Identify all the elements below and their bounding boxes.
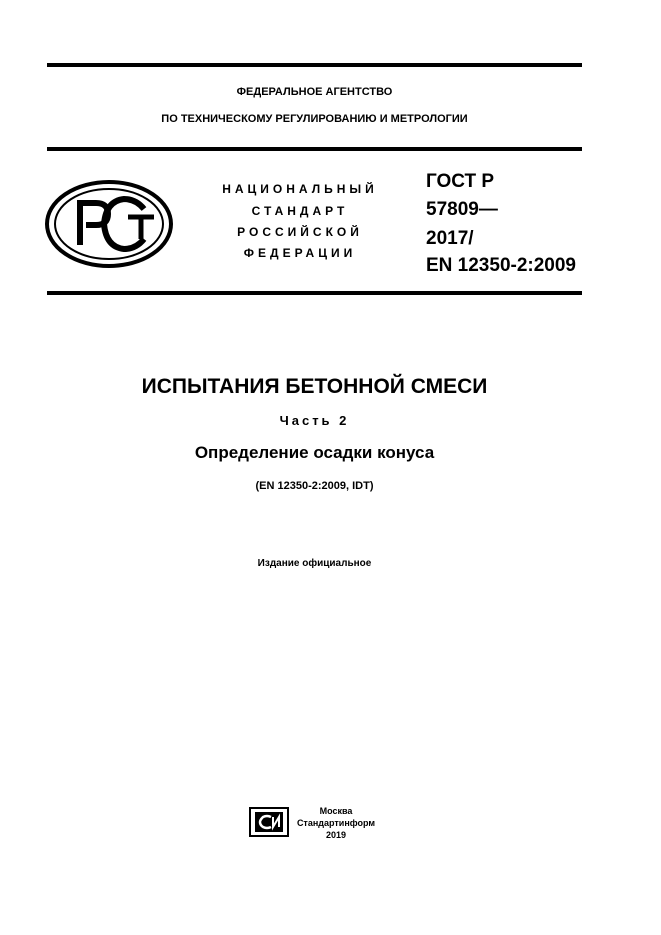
national-standard-line-1: НАЦИОНАЛЬНЫЙ [222,182,378,196]
document-title: ИСПЫТАНИЯ БЕТОННОЙ СМЕСИ [141,375,488,398]
publisher-city: Москва [319,806,353,816]
standartinform-logo-icon [249,807,289,837]
logo-block-rule [47,291,582,295]
publisher-year: 2019 [325,830,347,840]
national-standard-line-3: РОССИЙСКОЙ [237,225,363,239]
edition-label: Издание официальное [257,558,372,569]
agency-line-2: ПО ТЕХНИЧЕСКОМУ РЕГУЛИРОВАНИЮ И МЕТРОЛОГИИ [161,113,468,125]
gost-r-logo-icon [44,179,174,269]
document-subtitle: Определение осадки конуса [194,443,435,462]
header-rule [47,147,582,151]
designation-line-2: 57809— [426,199,498,220]
document-part: Часть 2 [279,413,350,428]
designation-line-4: EN 12350-2:2009 [426,255,576,276]
designation-line-3: 2017/ [426,228,474,249]
document-equivalence: (EN 12350-2:2009, IDT) [255,480,374,492]
agency-line-1: ФЕДЕРАЛЬНОЕ АГЕНТСТВО [236,86,393,98]
national-standard-line-2: СТАНДАРТ [251,204,349,218]
publisher-name: Стандартинформ [296,818,376,828]
designation-line-1: ГОСТ Р [426,171,495,192]
top-rule [47,63,582,67]
national-standard-line-4: ФЕДЕРАЦИИ [243,246,357,260]
